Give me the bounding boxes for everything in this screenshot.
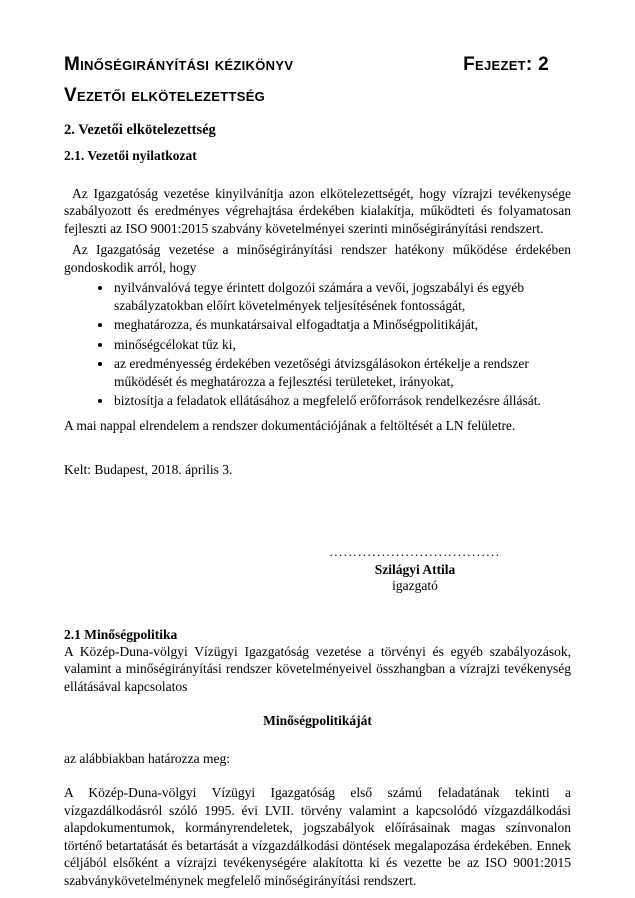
subsection-heading: 2.1. Vezetői nyilatkozat bbox=[64, 147, 197, 163]
list-item: • biztosítja a feladatok ellátásához a megfelelő erőforrások rendelkezésre állását. bbox=[113, 392, 571, 410]
policy-defines-line: az alábbiakban határozza meg: bbox=[64, 750, 231, 766]
policy-body-paragraph: A Közép-Duna-völgyi Vízügyi Igazgatóság első számú feladatának tekinti a vízgazdálkodásról szóló 1995. évi LVII. törvény valamint a kapcsolódó vízgazdálkodási alapdokumentumok, kormányrendeletek, jogszabályok előírásainak magas színvonalon történő betartatását és betartását a vízgazdálkodási döntések megalapozása érdekében. Ennek céljából elsőként a vízrajzi tevékenységére alakította ki és vezette be az ISO 9001:2015 szabványkövetelménynek megfelelő minőségirányítási rendszert. bbox=[64, 785, 571, 888]
manual-title: Minőségirányítási kézikönyv bbox=[64, 54, 294, 75]
list-item: • nyilvánvalóvá tegye érintett dolgozói számára a vevői, jogszabályi és egyéb szabályzatokban előírt követelmények teljesítésének fontosságát, bbox=[113, 279, 571, 314]
signature-block bbox=[315, 545, 515, 594]
commitment-list bbox=[64, 279, 571, 410]
policy-section bbox=[64, 627, 571, 890]
page-header bbox=[64, 54, 571, 107]
date-line: Kelt: Budapest, 2018. április 3. bbox=[64, 462, 233, 478]
signature-line: .................................... bbox=[329, 544, 501, 559]
header-title-row bbox=[64, 54, 571, 76]
signatory-name: Szilágyi Attila bbox=[374, 561, 456, 577]
commitment-paragraph-2: Az Igazgatóság vezetése a minőségirányítási rendszer hatékony működése érdekében gondoskodik arról, hogy bbox=[64, 242, 571, 275]
section-heading: 2. Vezetői elkötelezettség bbox=[64, 121, 216, 138]
signatory-title: igazgató bbox=[392, 577, 438, 593]
chapter-label: Fejezet: 2 bbox=[463, 54, 549, 75]
policy-heading: 2.1 Minőségpolitika bbox=[64, 626, 178, 642]
document-title: Vezetői elkötelezettség bbox=[64, 84, 266, 106]
list-item: • az eredményesség érdekében vezetőségi átvizsgálásokon értékelje a rendszer működését és meghatározza a fejlesztési területeket, irányokat, bbox=[113, 355, 571, 390]
upload-order-paragraph: A mai nappal elrendelem a rendszer dokumentációjának a feltöltését a LN felületre. bbox=[64, 417, 516, 433]
list-item: • meghatározza, és munkatársaival elfogadtatja a Minőségpolitikáját, bbox=[113, 316, 571, 334]
policy-intro-paragraph: A Közép-Duna-völgyi Vízügyi Igazgatóság vezetése a törvényi és egyéb szabályozások, valamint a minőségirányítási rendszer követelményeivel összhangban a vízrajzi tevékenység ellátásával kapcsolatos bbox=[64, 643, 571, 694]
policy-title: Minőségpolitikáját bbox=[263, 713, 372, 729]
list-item: • minőségcélokat tűz ki, bbox=[113, 336, 571, 354]
commitment-paragraph-1: Az Igazgatóság vezetése kinyilvánítja azon elkötelezettségét, hogy vízrajzi tevékenysége szabályozott és eredményes végrehajtása érdekében kialakítja, működteti és folyamatosan fejleszti az ISO 9001:2015 szabvány követelményei szerinti minőségirányítási rendszert. bbox=[64, 185, 571, 236]
